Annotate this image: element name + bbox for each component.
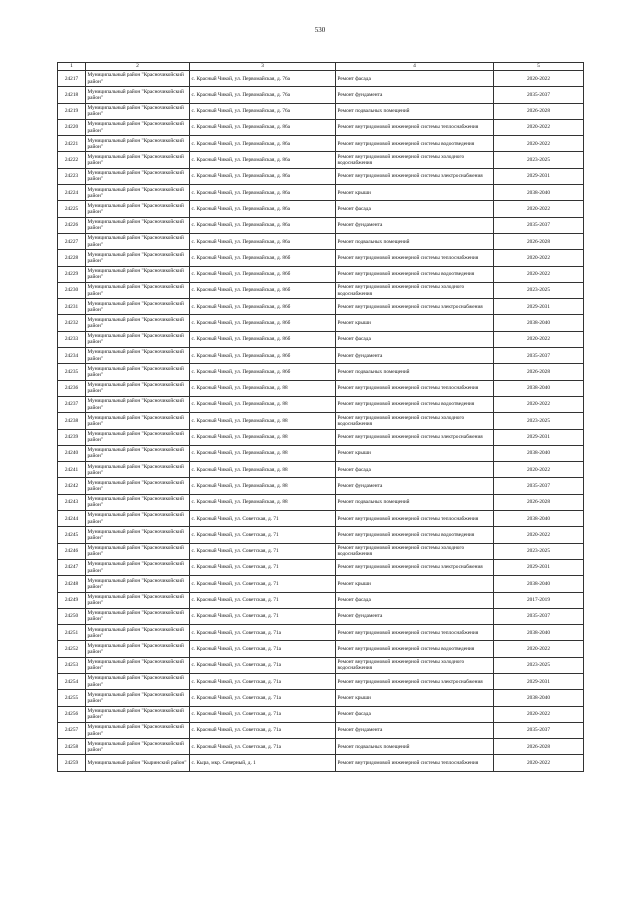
municipality-cell: Муниципальный район "Красночикойский район" <box>86 494 190 510</box>
address-cell: с. Красный Чикой, ул. Первомайская, д. 86б <box>190 250 336 266</box>
address-cell: с. Кыра, мкр. Северный, д. 1 <box>190 755 336 771</box>
address-cell: с. Красный Чикой, ул. Советская, д. 71 <box>190 527 336 543</box>
address-cell: с. Красный Чикой, ул. Советская, д. 71а <box>190 625 336 641</box>
period-cell: 2038-2040 <box>494 445 584 461</box>
period-cell: 2020-2022 <box>494 71 584 87</box>
period-cell: 2020-2022 <box>494 250 584 266</box>
period-cell: 2020-2022 <box>494 201 584 217</box>
address-cell: с. Красный Чикой, ул. Первомайская, д. 86а <box>190 152 336 168</box>
municipality-cell: Муниципальный район "Красночикойский район" <box>86 185 190 201</box>
municipality-cell: Муниципальный район "Красночикойский район" <box>86 462 190 478</box>
row-number-cell: 24244 <box>58 511 86 527</box>
address-cell: с. Красный Чикой, ул. Советская, д. 71 <box>190 592 336 608</box>
work-type-cell: Ремонт внутридомовой инженерной системы теплоснабжения <box>336 511 494 527</box>
table-row <box>58 217 584 233</box>
address-cell: с. Красный Чикой, ул. Первомайская, д. 86а <box>190 233 336 249</box>
table-row <box>58 282 584 298</box>
work-type-cell: Ремонт крыши <box>336 576 494 592</box>
row-number-cell: 24232 <box>58 315 86 331</box>
period-cell: 2038-2040 <box>494 315 584 331</box>
work-type-cell: Ремонт крыши <box>336 315 494 331</box>
table-row <box>58 380 584 396</box>
address-cell: с. Красный Чикой, ул. Первомайская, д. 86а <box>190 136 336 152</box>
address-cell: с. Красный Чикой, ул. Советская, д. 71а <box>190 673 336 689</box>
table-header-row <box>58 63 584 71</box>
municipality-cell: Муниципальный район "Красночикойский район" <box>86 217 190 233</box>
row-number-cell: 24240 <box>58 445 86 461</box>
municipality-cell: Муниципальный район "Красночикойский район" <box>86 152 190 168</box>
row-number-cell: 24218 <box>58 87 86 103</box>
municipality-cell: Муниципальный район "Красночикойский район" <box>86 445 190 461</box>
address-cell: с. Красный Чикой, ул. Советская, д. 71 <box>190 511 336 527</box>
row-number-cell: 24237 <box>58 396 86 412</box>
period-cell: 2023-2025 <box>494 543 584 559</box>
municipality-cell: Муниципальный район "Красночикойский район" <box>86 478 190 494</box>
address-cell: с. Красный Чикой, ул. Первомайская, д. 86б <box>190 331 336 347</box>
period-cell: 2038-2040 <box>494 690 584 706</box>
period-cell: 2026-2028 <box>494 739 584 755</box>
table-row <box>58 152 584 168</box>
municipality-cell: Муниципальный район "Красночикойский район" <box>86 364 190 380</box>
row-number-cell: 24228 <box>58 250 86 266</box>
table-row <box>58 478 584 494</box>
address-cell: с. Красный Чикой, ул. Первомайская, д. 88 <box>190 380 336 396</box>
municipality-cell: Муниципальный район "Красночикойский район" <box>86 413 190 429</box>
municipality-cell: Муниципальный район "Красночикойский район" <box>86 511 190 527</box>
period-cell: 2038-2040 <box>494 185 584 201</box>
municipality-cell: Муниципальный район "Красночикойский район" <box>86 250 190 266</box>
municipality-cell: Муниципальный район "Красночикойский район" <box>86 576 190 592</box>
municipality-cell: Муниципальный район "Красночикойский район" <box>86 527 190 543</box>
municipality-cell: Муниципальный район "Красночикойский район" <box>86 266 190 282</box>
municipality-cell: Муниципальный район "Красночикойский район" <box>86 722 190 738</box>
work-type-cell: Ремонт фундамента <box>336 87 494 103</box>
period-cell: 2029-2031 <box>494 559 584 575</box>
work-type-cell: Ремонт внутридомовой инженерной системы теплоснабжения <box>336 250 494 266</box>
work-type-cell: Ремонт фундамента <box>336 217 494 233</box>
work-type-cell: Ремонт внутридомовой инженерной системы холодного водоснабжения <box>336 152 494 168</box>
row-number-cell: 24222 <box>58 152 86 168</box>
row-number-cell: 24243 <box>58 494 86 510</box>
period-cell: 2029-2031 <box>494 299 584 315</box>
table-row <box>58 657 584 673</box>
table-row <box>58 494 584 510</box>
municipality-cell: Муниципальный район "Красночикойский район" <box>86 103 190 119</box>
address-cell: с. Красный Чикой, ул. Первомайская, д. 86а <box>190 119 336 135</box>
municipality-cell: Муниципальный район "Красночикойский район" <box>86 706 190 722</box>
row-number-cell: 24247 <box>58 559 86 575</box>
address-cell: с. Красный Чикой, ул. Первомайская, д. 86б <box>190 266 336 282</box>
row-number-cell: 24229 <box>58 266 86 282</box>
table-row <box>58 576 584 592</box>
period-cell: 2020-2022 <box>494 706 584 722</box>
work-type-cell: Ремонт внутридомовой инженерной системы теплоснабжения <box>336 625 494 641</box>
address-cell: с. Красный Чикой, ул. Советская, д. 71а <box>190 739 336 755</box>
work-type-cell: Ремонт внутридомовой инженерной системы электроснабжения <box>336 673 494 689</box>
row-number-cell: 24253 <box>58 657 86 673</box>
period-cell: 2035-2037 <box>494 217 584 233</box>
municipality-cell: Муниципальный район "Красночикойский район" <box>86 87 190 103</box>
municipality-cell: Муниципальный район "Красночикойский район" <box>86 168 190 184</box>
work-type-cell: Ремонт подвальных помещений <box>336 494 494 510</box>
municipality-cell: Муниципальный район "Красночикойский район" <box>86 429 190 445</box>
period-cell: 2020-2022 <box>494 119 584 135</box>
row-number-cell: 24221 <box>58 136 86 152</box>
work-type-cell: Ремонт внутридомовой инженерной системы теплоснабжения <box>336 755 494 771</box>
municipality-cell: Муниципальный район "Красночикойский район" <box>86 690 190 706</box>
work-type-cell: Ремонт подвальных помещений <box>336 364 494 380</box>
work-type-cell: Ремонт фундамента <box>336 348 494 364</box>
municipality-cell: Муниципальный район "Красночикойский район" <box>86 71 190 87</box>
municipality-cell: Муниципальный район "Красночикойский район" <box>86 673 190 689</box>
row-number-cell: 24242 <box>58 478 86 494</box>
table-row <box>58 331 584 347</box>
work-type-cell: Ремонт крыши <box>336 690 494 706</box>
address-cell: с. Красный Чикой, ул. Первомайская, д. 88 <box>190 478 336 494</box>
municipality-cell: Муниципальный район "Кыринский район" <box>86 755 190 771</box>
work-type-cell: Ремонт фасада <box>336 592 494 608</box>
period-cell: 2035-2037 <box>494 348 584 364</box>
row-number-cell: 24219 <box>58 103 86 119</box>
table-row <box>58 119 584 135</box>
municipality-cell: Муниципальный район "Красночикойский район" <box>86 331 190 347</box>
row-number-cell: 24217 <box>58 71 86 87</box>
table-row <box>58 364 584 380</box>
table-row <box>58 527 584 543</box>
table-row <box>58 706 584 722</box>
row-number-cell: 24246 <box>58 543 86 559</box>
column-header: 3 <box>190 63 336 71</box>
column-header: 5 <box>494 63 584 71</box>
period-cell: 2023-2025 <box>494 657 584 673</box>
address-cell: с. Красный Чикой, ул. Первомайская, д. 88 <box>190 445 336 461</box>
column-header: 1 <box>58 63 86 71</box>
row-number-cell: 24235 <box>58 364 86 380</box>
table-row <box>58 739 584 755</box>
table-row <box>58 413 584 429</box>
work-type-cell: Ремонт подвальных помещений <box>336 103 494 119</box>
address-cell: с. Красный Чикой, ул. Советская, д. 71 <box>190 559 336 575</box>
period-cell: 2026-2028 <box>494 364 584 380</box>
work-type-cell: Ремонт внутридомовой инженерной системы водоотведения <box>336 136 494 152</box>
row-number-cell: 24224 <box>58 185 86 201</box>
address-cell: с. Красный Чикой, ул. Первомайская, д. 88 <box>190 396 336 412</box>
row-number-cell: 24234 <box>58 348 86 364</box>
table-row <box>58 559 584 575</box>
address-cell: с. Красный Чикой, ул. Первомайская, д. 86а <box>190 217 336 233</box>
municipality-cell: Муниципальный район "Красночикойский район" <box>86 136 190 152</box>
table-row <box>58 315 584 331</box>
work-type-cell: Ремонт внутридомовой инженерной системы холодного водоснабжения <box>336 413 494 429</box>
address-cell: с. Красный Чикой, ул. Первомайская, д. 88 <box>190 462 336 478</box>
work-type-cell: Ремонт фундамента <box>336 722 494 738</box>
row-number-cell: 24249 <box>58 592 86 608</box>
period-cell: 2023-2025 <box>494 152 584 168</box>
table-row <box>58 445 584 461</box>
work-type-cell: Ремонт фундамента <box>336 608 494 624</box>
address-cell: с. Красный Чикой, ул. Советская, д. 71а <box>190 641 336 657</box>
address-cell: с. Красный Чикой, ул. Советская, д. 71а <box>190 722 336 738</box>
table-row <box>58 348 584 364</box>
period-cell: 2023-2025 <box>494 413 584 429</box>
table-row <box>58 233 584 249</box>
capital-repair-table <box>57 62 584 772</box>
period-cell: 2017-2019 <box>494 592 584 608</box>
period-cell: 2020-2022 <box>494 331 584 347</box>
municipality-cell: Муниципальный район "Красночикойский район" <box>86 299 190 315</box>
table-row <box>58 299 584 315</box>
table-row <box>58 168 584 184</box>
work-type-cell: Ремонт внутридомовой инженерной системы водоотведения <box>336 396 494 412</box>
row-number-cell: 24257 <box>58 722 86 738</box>
period-cell: 2038-2040 <box>494 625 584 641</box>
address-cell: с. Красный Чикой, ул. Первомайская, д. 86б <box>190 348 336 364</box>
address-cell: с. Красный Чикой, ул. Первомайская, д. 86б <box>190 315 336 331</box>
municipality-cell: Муниципальный район "Красночикойский район" <box>86 348 190 364</box>
page-number: 530 <box>314 26 326 34</box>
municipality-cell: Муниципальный район "Красночикойский район" <box>86 396 190 412</box>
work-type-cell: Ремонт подвальных помещений <box>336 233 494 249</box>
address-cell: с. Красный Чикой, ул. Советская, д. 71 <box>190 543 336 559</box>
table-row <box>58 755 584 771</box>
table-row <box>58 511 584 527</box>
period-cell: 2035-2037 <box>494 608 584 624</box>
address-cell: с. Красный Чикой, ул. Советская, д. 71 <box>190 576 336 592</box>
work-type-cell: Ремонт внутридомовой инженерной системы теплоснабжения <box>336 119 494 135</box>
work-type-cell: Ремонт внутридомовой инженерной системы электроснабжения <box>336 559 494 575</box>
table-row <box>58 690 584 706</box>
table-row <box>58 673 584 689</box>
row-number-cell: 24251 <box>58 625 86 641</box>
table-row <box>58 136 584 152</box>
work-type-cell: Ремонт внутридомовой инженерной системы водоотведения <box>336 641 494 657</box>
period-cell: 2023-2025 <box>494 282 584 298</box>
municipality-cell: Муниципальный район "Красночикойский район" <box>86 119 190 135</box>
work-type-cell: Ремонт фундамента <box>336 478 494 494</box>
period-cell: 2038-2040 <box>494 511 584 527</box>
address-cell: с. Красный Чикой, ул. Первомайская, д. 86б <box>190 299 336 315</box>
period-cell: 2026-2028 <box>494 233 584 249</box>
row-number-cell: 24259 <box>58 755 86 771</box>
row-number-cell: 24231 <box>58 299 86 315</box>
address-cell: с. Красный Чикой, ул. Советская, д. 71а <box>190 657 336 673</box>
address-cell: с. Красный Чикой, ул. Первомайская, д. 88 <box>190 494 336 510</box>
work-type-cell: Ремонт крыши <box>336 185 494 201</box>
table-row <box>58 87 584 103</box>
table-row <box>58 185 584 201</box>
municipality-cell: Муниципальный район "Красночикойский район" <box>86 315 190 331</box>
municipality-cell: Муниципальный район "Красночикойский район" <box>86 625 190 641</box>
work-type-cell: Ремонт фасада <box>336 462 494 478</box>
address-cell: с. Красный Чикой, ул. Первомайская, д. 86б <box>190 282 336 298</box>
row-number-cell: 24230 <box>58 282 86 298</box>
municipality-cell: Муниципальный район "Красночикойский район" <box>86 233 190 249</box>
address-cell: с. Красный Чикой, ул. Первомайская, д. 76а <box>190 103 336 119</box>
table-row <box>58 429 584 445</box>
row-number-cell: 24225 <box>58 201 86 217</box>
address-cell: с. Красный Чикой, ул. Первомайская, д. 88 <box>190 429 336 445</box>
row-number-cell: 24250 <box>58 608 86 624</box>
period-cell: 2029-2031 <box>494 168 584 184</box>
work-type-cell: Ремонт внутридомовой инженерной системы водоотведения <box>336 527 494 543</box>
period-cell: 2038-2040 <box>494 380 584 396</box>
municipality-cell: Муниципальный район "Красночикойский район" <box>86 282 190 298</box>
period-cell: 2029-2031 <box>494 673 584 689</box>
address-cell: с. Красный Чикой, ул. Первомайская, д. 86а <box>190 201 336 217</box>
period-cell: 2020-2022 <box>494 266 584 282</box>
row-number-cell: 24245 <box>58 527 86 543</box>
table-row <box>58 266 584 282</box>
work-type-cell: Ремонт фасада <box>336 71 494 87</box>
address-cell: с. Красный Чикой, ул. Первомайская, д. 76а <box>190 71 336 87</box>
work-type-cell: Ремонт внутридомовой инженерной системы теплоснабжения <box>336 380 494 396</box>
period-cell: 2020-2022 <box>494 641 584 657</box>
table-row <box>58 462 584 478</box>
row-number-cell: 24254 <box>58 673 86 689</box>
period-cell: 2029-2031 <box>494 429 584 445</box>
table-row <box>58 250 584 266</box>
municipality-cell: Муниципальный район "Красночикойский район" <box>86 543 190 559</box>
address-cell: с. Красный Чикой, ул. Первомайская, д. 86б <box>190 364 336 380</box>
work-type-cell: Ремонт фасада <box>336 706 494 722</box>
period-cell: 2038-2040 <box>494 576 584 592</box>
work-type-cell: Ремонт внутридомовой инженерной системы водоотведения <box>336 266 494 282</box>
row-number-cell: 24258 <box>58 739 86 755</box>
period-cell: 2020-2022 <box>494 396 584 412</box>
work-type-cell: Ремонт крыши <box>336 445 494 461</box>
municipality-cell: Муниципальный район "Красночикойский район" <box>86 739 190 755</box>
row-number-cell: 24256 <box>58 706 86 722</box>
work-type-cell: Ремонт подвальных помещений <box>336 739 494 755</box>
column-header: 2 <box>86 63 190 71</box>
municipality-cell: Муниципальный район "Красночикойский район" <box>86 201 190 217</box>
table-row <box>58 396 584 412</box>
address-cell: с. Красный Чикой, ул. Советская, д. 71а <box>190 706 336 722</box>
work-type-cell: Ремонт внутридомовой инженерной системы электроснабжения <box>336 429 494 445</box>
period-cell: 2035-2037 <box>494 87 584 103</box>
table-row <box>58 103 584 119</box>
municipality-cell: Муниципальный район "Красночикойский район" <box>86 380 190 396</box>
address-cell: с. Красный Чикой, ул. Первомайская, д. 76а <box>190 87 336 103</box>
work-type-cell: Ремонт внутридомовой инженерной системы электроснабжения <box>336 168 494 184</box>
work-type-cell: Ремонт фасада <box>336 201 494 217</box>
row-number-cell: 24227 <box>58 233 86 249</box>
row-number-cell: 24239 <box>58 429 86 445</box>
period-cell: 2020-2022 <box>494 462 584 478</box>
row-number-cell: 24248 <box>58 576 86 592</box>
period-cell: 2020-2022 <box>494 136 584 152</box>
work-type-cell: Ремонт внутридомовой инженерной системы холодного водоснабжения <box>336 657 494 673</box>
work-type-cell: Ремонт фасада <box>336 331 494 347</box>
period-cell: 2020-2022 <box>494 755 584 771</box>
address-cell: с. Красный Чикой, ул. Первомайская, д. 86а <box>190 168 336 184</box>
period-cell: 2020-2022 <box>494 527 584 543</box>
address-cell: с. Красный Чикой, ул. Первомайская, д. 88 <box>190 413 336 429</box>
row-number-cell: 24223 <box>58 168 86 184</box>
row-number-cell: 24241 <box>58 462 86 478</box>
table-row <box>58 625 584 641</box>
municipality-cell: Муниципальный район "Красночикойский район" <box>86 592 190 608</box>
period-cell: 2035-2037 <box>494 722 584 738</box>
table-row <box>58 71 584 87</box>
address-cell: с. Красный Чикой, ул. Советская, д. 71а <box>190 690 336 706</box>
municipality-cell: Муниципальный район "Красночикойский район" <box>86 559 190 575</box>
municipality-cell: Муниципальный район "Красночикойский район" <box>86 608 190 624</box>
row-number-cell: 24233 <box>58 331 86 347</box>
work-type-cell: Ремонт внутридомовой инженерной системы электроснабжения <box>336 299 494 315</box>
address-cell: с. Красный Чикой, ул. Советская, д. 71 <box>190 608 336 624</box>
work-type-cell: Ремонт внутридомовой инженерной системы холодного водоснабжения <box>336 282 494 298</box>
municipality-cell: Муниципальный район "Красночикойский район" <box>86 657 190 673</box>
table-row <box>58 608 584 624</box>
row-number-cell: 24226 <box>58 217 86 233</box>
row-number-cell: 24252 <box>58 641 86 657</box>
table-row <box>58 201 584 217</box>
address-cell: с. Красный Чикой, ул. Первомайская, д. 86а <box>190 185 336 201</box>
table-row <box>58 722 584 738</box>
period-cell: 2026-2028 <box>494 494 584 510</box>
period-cell: 2026-2028 <box>494 103 584 119</box>
municipality-cell: Муниципальный район "Красночикойский район" <box>86 641 190 657</box>
row-number-cell: 24255 <box>58 690 86 706</box>
row-number-cell: 24238 <box>58 413 86 429</box>
table-row <box>58 641 584 657</box>
column-header: 4 <box>336 63 494 71</box>
work-type-cell: Ремонт внутридомовой инженерной системы холодного водоснабжения <box>336 543 494 559</box>
row-number-cell: 24236 <box>58 380 86 396</box>
row-number-cell: 24220 <box>58 119 86 135</box>
table-row <box>58 543 584 559</box>
table-row <box>58 592 584 608</box>
period-cell: 2035-2037 <box>494 478 584 494</box>
